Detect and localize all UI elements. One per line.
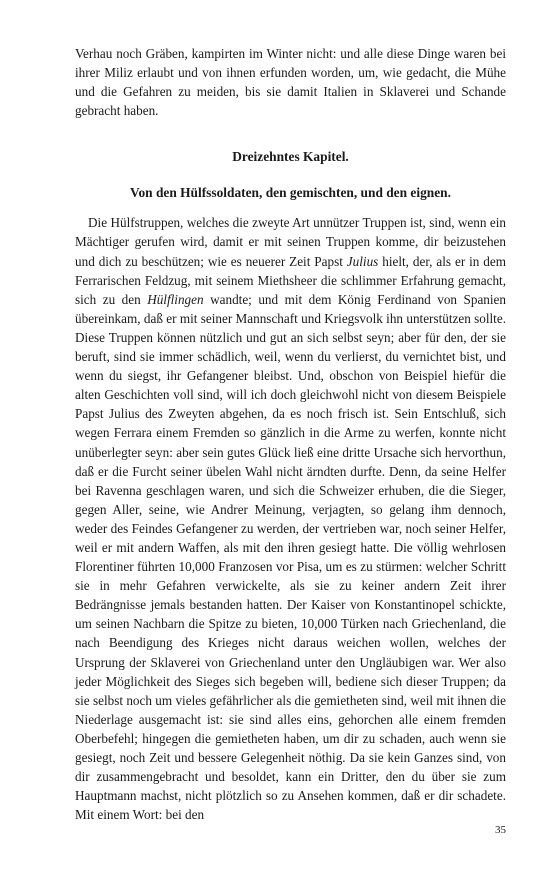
body-text: wandte; und mit dem König Ferdinand von Spanien übereinkam, daß er mit seiner Mannschaft und Kriegsvolk ihn unterstützen sollte. Diese Truppen können nützlich und gut an sich selbst seyn; aber für den, der sie beruft, sind sie immer schädlich, weil, wenn du verlierst, du vernichtet bist, und wenn du siegst, ihr Gefangener bleibst. Und, obschon von Beispiel hiefür die alten Geschichten voll sind, will ich doch gleichwohl nicht von diesem Beispiele Papst Julius des Zweyten abgehen, da es noch frisch ist. Sein Entschluß, sich wegen Ferrara einem Fremden so gänzlich in die Arme zu werfen, konnte nicht unüberlegter seyn: aber sein gutes Glück ließ eine dritte Ursache sich hervorthun, daß er die Furcht seiner übelen Wahl nicht ärndten durfte. Denn, da seine Helfer bei Ravenna geschlagen waren, und sich die Schweizer erhuben, die die Sieger, gegen Aller, seine, wie Andrer Meinung, verjagten, so gelang ihm dennoch, weder des Feindes Gefangener zu werden, der vertrieben war, noch seiner Helfer, weil er mit andern Waffen, als mit den ihren gesiegt hatte. Die völlig wehrlosen Florentiner führten 10,000 Franzosen vor Pisa, um es zu stürmen: welcher Schritt sie in mehr Gefahren verwickelte, als sie zu keiner andern Zeit ihrer Bedrängnisse jemals bestanden hatten. Der Kaiser von Konstantinopel schickte, um seinen Nachbarn die Spitze zu bieten, 10,000 Türken nach Griechenland, die nach Beendigung des Krieges nicht daraus weichen wollen, welches der Ursprung der Sklaverei von Griechenland unter den Ungläubigen war. Wer also jeder Möglichkeit des Sieges sich begeben will, bediene sich dieser Truppen; da sie selbst noch um vieles gefährlicher als die gemietheten sind, weil mit ihnen die Niederlage ausgemacht ist: sie sind alles eins, gehorchen alle einem fremden Oberbefehl; hingegen die gemietheten haben, um dir zu schaden, auch wenn sie gesiegt, noch Zeit und bessere Gelegenheit nöthig. Da sie kein Ganzes sind, von dir zusammengebracht und besoldet, kann ein Dritter, den du über sie zum Hauptmann machst, nicht plötzlich so zu Ansehen kommen, daß er dir schadete. Mit einem Wort: bei den — [75, 291, 506, 823]
body-text: Die Hülfstruppen, welches die zweyte Art unnützer Truppen ist, sind, wenn ein Mächtiger gerufen wird, damit er mit seinen Truppen komme, dir beizustehen und dich zu beschützen; wie es neuerer Zeit Papst — [75, 215, 506, 269]
book-page — [75, 44, 506, 824]
page-number: 35 — [495, 824, 506, 836]
chapter-body — [75, 213, 506, 824]
chapter-subtitle: Von den Hülfssoldaten, den gemischten, und den eignen. — [130, 185, 451, 201]
body-paragraph — [75, 213, 506, 824]
opening-paragraph: Verhau noch Gräben, kampirten im Winter nicht: und alle diese Dinge waren bei ihrer Miliz erlaubt und von ihnen erfunden worden, um, wie gedacht, die Mühe und die Gefahren zu meiden, bis sie damit Italien in Sklaverei und Schande gebracht haben. — [75, 46, 506, 119]
body-text: hielt, der, als er in dem Ferrarischen Feldzug, mit seinem Miethsheer die schlimmer Erfahrung gemacht, sich zu den — [75, 253, 506, 307]
chapter-title: Dreizehntes Kapitel. — [232, 149, 349, 165]
emphasis-huelflingen: Hülflingen — [147, 291, 204, 307]
emphasis-julius: Julius — [346, 253, 379, 269]
